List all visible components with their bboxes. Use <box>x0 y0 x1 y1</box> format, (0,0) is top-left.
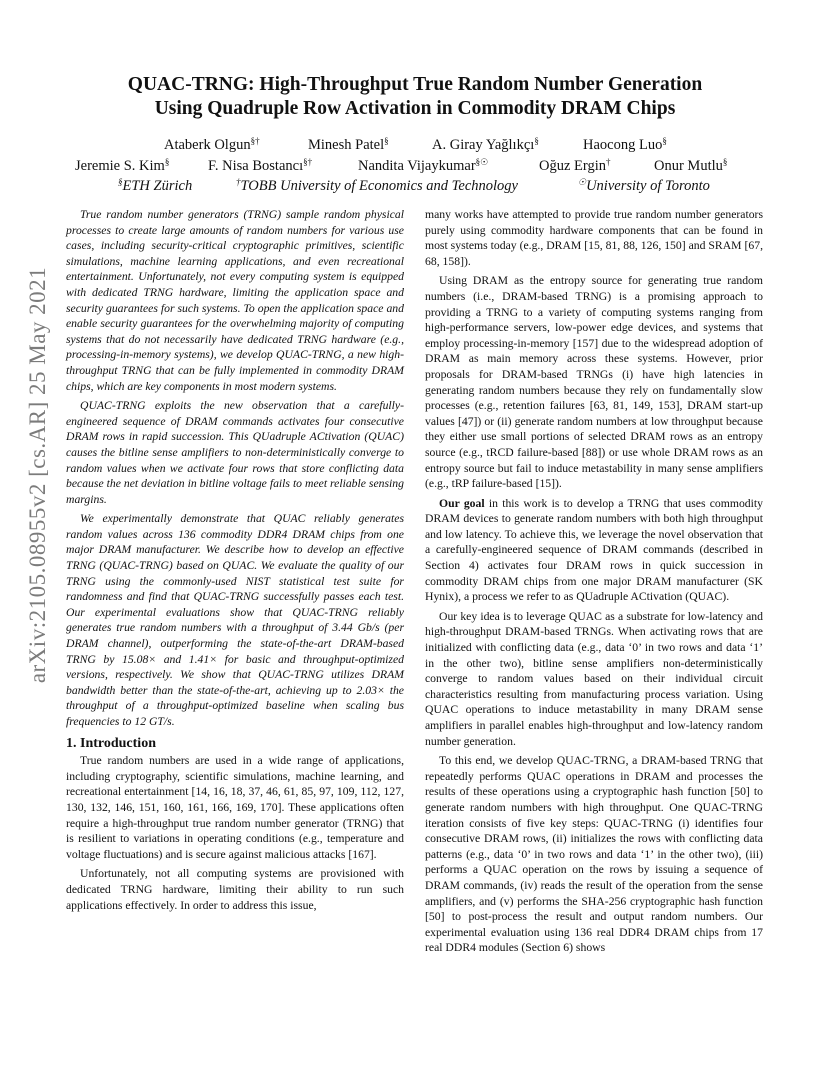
author: Haocong Luo§ <box>583 136 667 153</box>
body-paragraph: True random numbers are used in a wide range of applications, including cryptography, scientific simulations, machine learning, and recreational entertainment [14, 16, 18, 37, 46, 61, 85, 97, 109, 112, 127, 130, 132, 146, 151, 160, 161, 166, 169, 170]. These applications often require a high-throughput true random number generator (TRNG) that is resilient to variations in operating conditions (e.g., temperature and voltage fluctuations) and is secure against malicious attacks [167]. <box>66 754 404 861</box>
body-paragraph: To this end, we develop QUAC-TRNG, a DRAM-based TRNG that repeatedly performs QUAC operations in DRAM and processes the results of these operations using a cryptographic hash function [50] to generate random numbers with high throughput. One QUAC-TRNG iteration consists of five key steps: QUAC-TRNG (i) identifies four consecutive DRAM rows, (ii) initializes the rows with conflicting data patterns (e.g., data ‘0’ in two rows and data ‘1’ in the other two), (iii) performs a QUAC operation on the rows by issuing a sequence of DRAM commands, (iv) reads the result of the operation from the sense amplifiers, and (v) performs the SHA-256 cryptographic hash function [50] to post-process the result and output random numbers. Our experimental evaluation using 136 real DDR4 DRAM chips from 17 real DDR4 modules (Section 6) shows <box>425 754 763 955</box>
affiliation: †TOBB University of Economics and Technology <box>236 177 518 194</box>
author: Ataberk Olgun§† <box>164 136 260 153</box>
goal-text: in this work is to develop a TRNG that uses commodity DRAM devices to generate random numbers with both high throughput and low latency. To achieve this, we leverage the novel observation that a carefully-engineered sequence of DRAM commands (described in Section 4) activates four DRAM rows in quick succession in commodity DRAM chips from one major DRAM manufacturer (SK Hynix), a process we refer to as QUadruple ACtivation (QUAC). <box>425 496 763 604</box>
arxiv-sidebar <box>8 195 68 755</box>
abstract-paragraph: We experimentally demonstrate that QUAC reliably generates random values across 136 commodity DDR4 DRAM chips from one major DRAM manufacturer. We describe how to develop an effective TRNG (QUAC-TRNG) based on QUAC. We evaluate the quality of our TRNG using the commonly-used NIST statistical test suite for randomness and find that QUAC-TRNG successfully passes each test. Our experimental evaluations show that QUAC-TRNG reliably generates true random numbers with a throughput of 3.44 Gb/s (per DRAM channel), outperforming the state-of-the-art DRAM-based TRNG by 15.08× and 1.41× for basic and throughput-optimized versions, respectively. We show that QUAC-TRNG utilizes DRAM bandwidth better than the state-of-the-art, achieving up to 2.03× the throughput of a throughput-optimized baseline when scaling bus frequencies to 12 GT/s. <box>66 512 404 728</box>
author: A. Giray Yağlıkçı§ <box>432 136 539 153</box>
author: Minesh Patel§ <box>308 136 389 153</box>
author: F. Nisa Bostancı§† <box>208 157 313 174</box>
title-line-1: QUAC-TRNG: High-Throughput True Random Number Generation <box>127 74 703 95</box>
arxiv-identifier: arXiv:2105.08955v2 [cs.AR] 25 May 2021 <box>25 266 50 684</box>
author: Oğuz Ergin† <box>539 157 611 174</box>
author: Onur Mutlu§ <box>654 157 728 174</box>
abstract <box>66 207 404 730</box>
section-heading-introduction: 1. Introduction <box>66 735 156 751</box>
abstract-paragraph: True random number generators (TRNG) sample random physical processes to create large amounts of random numbers for various use cases, including security-critical cryptographic primitives, scientific simulations, machine learning applications, and even recreational entertainment. Unfortunately, not every computing system is equipped with dedicated TRNG hardware, limiting the application space and security guarantees for such systems. To open the application space and enable security guarantees for the overwhelming majority of computing systems that do not necessarily have dedicated TRNG hardware (e.g., processing-in-memory systems), we develop QUAC-TRNG, a new high-throughput TRNG that can be fully implemented in commodity DRAM chips, which are key components in most modern systems. <box>66 208 404 393</box>
affiliation: ☉University of Toronto <box>578 177 710 194</box>
body-paragraph: many works have attempted to provide true random number generators purely using commodity hardware components that can be found in most systems today (e.g., DRAM [15, 81, 88, 126, 150] and SRAM [67, 68, 158]). <box>425 208 763 268</box>
paper-title <box>70 73 760 121</box>
abstract-paragraph: QUAC-TRNG exploits the new observation that a carefully-engineered sequence of DRAM commands activates four consecutive DRAM rows in rapid succession. This QUadruple ACtivation (QUAC) causes the bitline sense amplifiers to non-deterministically converge to random values when we activate four rows that store conflicting data because the net deviation in bitline voltage fails to meet reliable sensing margins. <box>66 399 404 506</box>
body-paragraph: Using DRAM as the entropy source for generating true random numbers (i.e., DRAM-based TRNG) is a promising approach to providing a TRNG to a variety of computing systems ranging from high-performance servers, low-power edge devices, and systems that employ processing-in-memory [157] due to the widespread adoption of DRAM as main memory across these systems. However, prior proposals for DRAM-based TRNGs (i) have high latencies in generating random numbers because they rely on fundamentally slow processes (e.g., retention failures [63, 81, 149, 153], DRAM start-up values [47]) or (ii) generate random numbers at low throughput because they either use small portions of selected DRAM rows as an entropy source (e.g., tRCD failure-based [88]) or use whole DRAM rows as an entropy source but fail to induce metastability in many sense amplifiers (e.g., tRP failure-based [15]). <box>425 274 763 491</box>
author: Jeremie S. Kim§ <box>75 157 170 174</box>
title-line-2: Using Quadruple Row Activation in Commodity DRAM Chips <box>154 98 676 119</box>
affiliation: §ETH Zürich <box>118 177 193 194</box>
goal-lead: Our goal <box>439 496 485 510</box>
author: Nandita Vijaykumar§☉ <box>358 157 489 174</box>
right-column <box>425 207 763 960</box>
left-column <box>66 207 404 917</box>
body-paragraph: Our key idea is to leverage QUAC as a substrate for low-latency and high-throughput DRAM-based TRNGs. When activating rows that are initialized with conflicting data (e.g., data ‘0’ in two rows and data ‘1’ in the other two), bitline sense amplifiers non-deterministically converge to random values based on their individual circuit characteristics resulting from manufacturing process variation. Using QUAC operations to induce metastability in many DRAM sense amplifiers in parallel enables high-throughput and low-latency random number generation. <box>425 609 763 748</box>
body-paragraph: Unfortunately, not all computing systems are provisioned with dedicated TRNG hardware, limiting their ability to run such applications effectively. In order to address this issue, <box>66 867 404 912</box>
body-paragraph <box>425 496 763 605</box>
